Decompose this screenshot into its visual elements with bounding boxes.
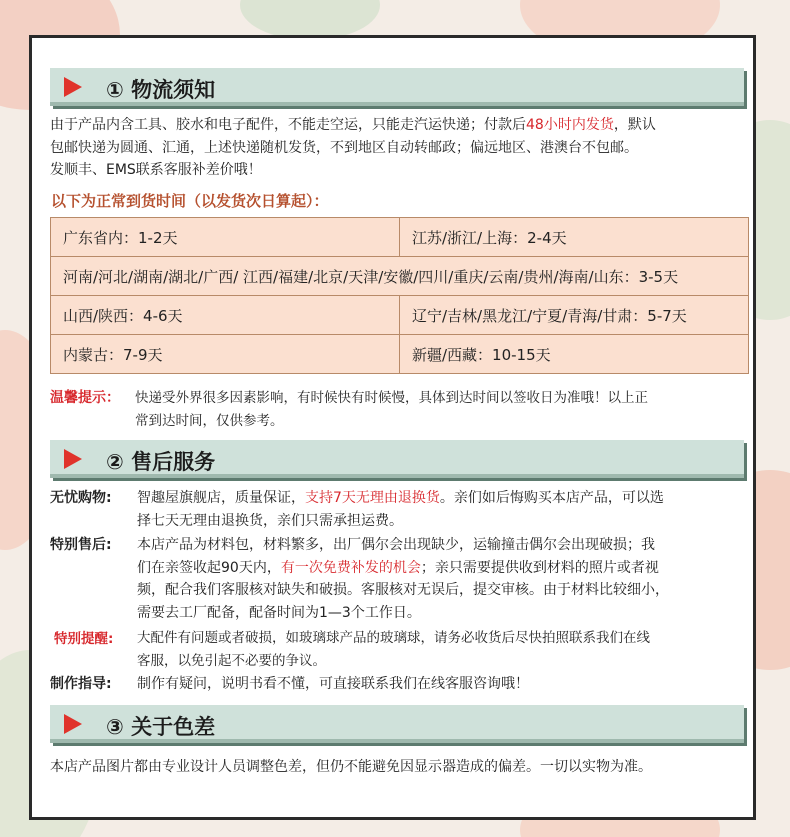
table-cell: 广东省内：1-2天: [51, 218, 400, 257]
table-row: [51, 257, 749, 296]
color-difference-text: 本店产品图片都由专业设计人员调整色差，但仍不能避免因显示器造成的偏差。一切以实物为准。: [50, 759, 652, 775]
section-title: ② 售后服务: [106, 450, 216, 474]
making-guide-text: 制作有疑问，说明书看不懂，可直接联系我们在线客服咨询哦！: [137, 676, 529, 692]
special-after-sales-text: 本店产品为材料包，材料繁多，出厂偶尔会出现缺少，运输撞击偶尔会出现破损；我 们在亲签收起90天内，有一次免费补发的机会；亲只需要提供收到材料的照片或者视 频，配合我们客服核对缺失和破损。客服核对无误后，提交审核。由于材料比较细小， 需要去工厂配备，配备时间为1—3个工作日。: [137, 537, 669, 621]
table-row: [51, 296, 749, 335]
delivery-time-subtitle: 以下为正常到货时间（以发货次日算起）：: [51, 192, 329, 210]
seven-day-return: 支持7天无理由退换货: [305, 490, 440, 506]
table-cell: 辽宁/吉林/黑龙江/宁夏/青海/甘肃：5-7天: [400, 296, 749, 335]
table-cell: 山西/陕西：4-6天: [51, 296, 400, 335]
worry-free-text: 智趣屋旗舰店，质量保证，支持7天无理由退换货。亲们如后悔购买本店产品，可以选 择七天无理由退换货，亲们只需承担运费。: [137, 490, 664, 529]
section-header-logistics: [50, 68, 744, 106]
tip-text: 快递受外界很多因素影响，有时候快有时候慢，具体到达时间以签收日为准哦！以上正 常到达时间，仅供参考。: [135, 390, 648, 429]
section-title: ① 物流须知: [106, 78, 216, 102]
table-row: [51, 335, 749, 374]
table-cell: 江苏/浙江/上海：2-4天: [400, 218, 749, 257]
triangle-arrow-icon: [64, 77, 82, 97]
ship-within-48h: 48小时内发货: [526, 117, 614, 133]
content-panel: [29, 35, 756, 820]
delivery-time-table: [50, 217, 749, 374]
free-resend: 有一次免费补发的机会: [280, 559, 421, 576]
special-reminder-label: 特别提醒:: [54, 631, 114, 647]
table-cell: 内蒙古：7-9天: [51, 335, 400, 374]
tip-label: 温馨提示：: [50, 390, 120, 406]
triangle-arrow-icon: [64, 449, 82, 469]
making-guide-label: 制作指导:: [50, 676, 112, 692]
table-cell: 河南/河北/湖南/湖北/广西/ 江西/福建/北京/天津/安徽/四川/重庆/云南/贵州/海南/山东：3-5天: [51, 257, 749, 296]
table-row: [51, 218, 749, 257]
triangle-arrow-icon: [64, 714, 82, 734]
special-after-sales-label: 特别售后:: [50, 537, 112, 553]
logistics-intro: 由于产品内含工具、胶水和电子配件，不能走空运，只能走汽运快递；付款后48小时内发货，默认 包邮快递为圆通、汇通，上述快递随机发货，不到地区自动转邮政；偏远地区、港澳台不包邮。 发顺丰、EMS联系客服补差价哦！: [50, 117, 656, 178]
worry-free-label: 无忧购物:: [50, 490, 112, 506]
special-reminder-text: 大配件有问题或者破损，如玻璃球产品的玻璃球，请务必收货后尽快拍照联系我们在线 客服，以免引起不必要的争议。: [137, 630, 650, 669]
section-header-after-sales: [50, 440, 744, 478]
table-cell: 新疆/西藏：10-15天: [400, 335, 749, 374]
section-title: ③ 关于色差: [106, 715, 216, 739]
section-header-color-difference: [50, 705, 744, 743]
